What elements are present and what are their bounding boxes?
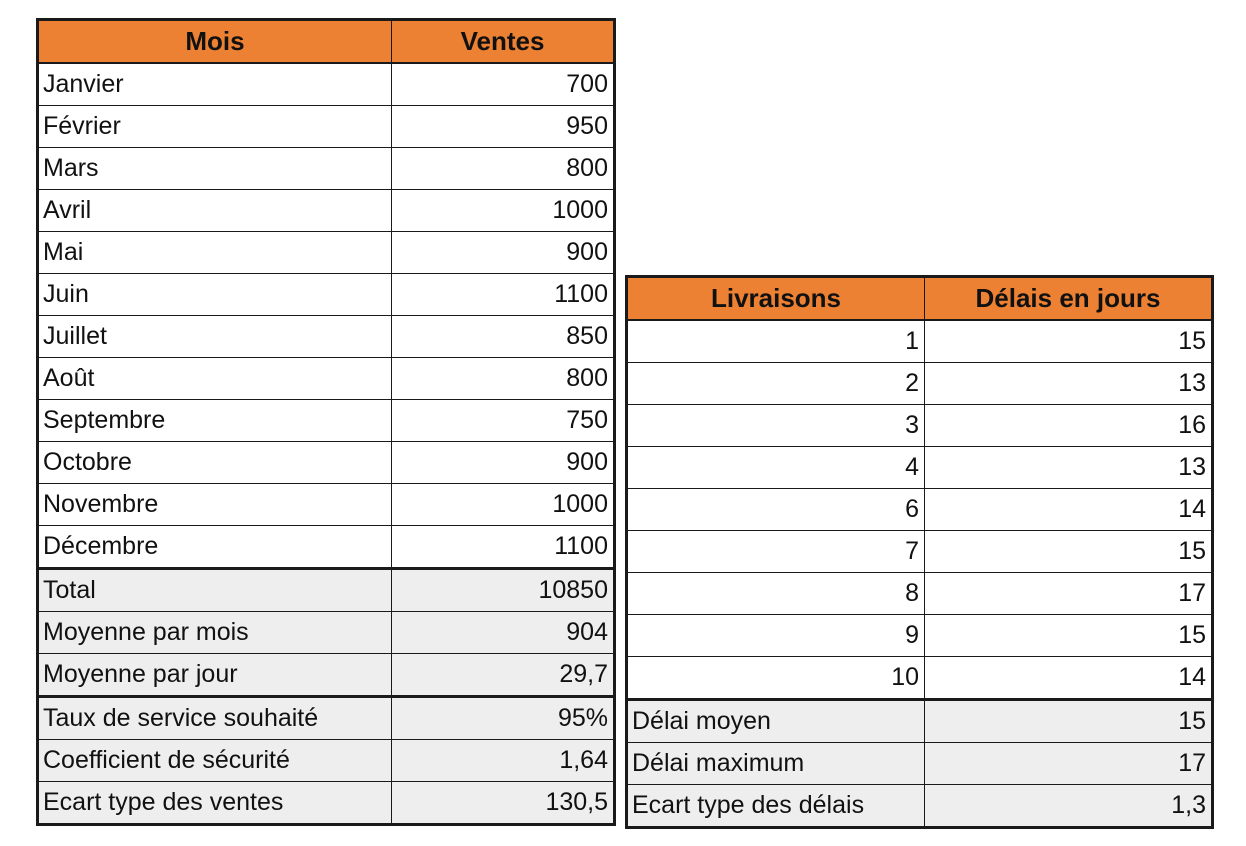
summary-label: Ecart type des délais xyxy=(627,785,925,828)
delay-cell: 14 xyxy=(925,657,1213,700)
table-row xyxy=(38,400,615,442)
table-row xyxy=(38,106,615,148)
table-row xyxy=(38,484,615,526)
table-row xyxy=(38,63,615,106)
sales-cell: 1000 xyxy=(392,190,615,232)
sales-table xyxy=(36,18,616,826)
delivery-number-cell: 7 xyxy=(627,531,925,573)
table-row xyxy=(38,148,615,190)
delivery-number-cell: 3 xyxy=(627,405,925,447)
month-cell: Juin xyxy=(38,274,392,316)
summary-value: 904 xyxy=(392,612,615,654)
delivery-number-cell: 8 xyxy=(627,573,925,615)
sales-cell: 950 xyxy=(392,106,615,148)
delay-cell: 13 xyxy=(925,363,1213,405)
sales-cell: 900 xyxy=(392,232,615,274)
table-row xyxy=(627,657,1213,700)
safety-value: 95% xyxy=(392,697,615,740)
summary-label: Moyenne par mois xyxy=(38,612,392,654)
month-cell: Décembre xyxy=(38,526,392,569)
sales-cell: 1100 xyxy=(392,274,615,316)
summary-row xyxy=(38,612,615,654)
summary-row xyxy=(627,785,1213,828)
month-cell: Août xyxy=(38,358,392,400)
header-row xyxy=(627,277,1213,321)
summary-row xyxy=(38,569,615,612)
safety-label: Taux de service souhaité xyxy=(38,697,392,740)
month-cell: Février xyxy=(38,106,392,148)
table-row xyxy=(38,442,615,484)
summary-row xyxy=(38,654,615,697)
delay-cell: 15 xyxy=(925,615,1213,657)
table-row xyxy=(38,190,615,232)
table-row xyxy=(627,573,1213,615)
table-row xyxy=(627,531,1213,573)
safety-row xyxy=(38,740,615,782)
delivery-delay-table xyxy=(625,275,1214,829)
month-cell: Juillet xyxy=(38,316,392,358)
delay-cell: 15 xyxy=(925,320,1213,363)
delivery-number-cell: 4 xyxy=(627,447,925,489)
summary-row xyxy=(627,743,1213,785)
summary-label: Moyenne par jour xyxy=(38,654,392,697)
table-row xyxy=(627,320,1213,363)
table-row xyxy=(38,274,615,316)
delay-cell: 14 xyxy=(925,489,1213,531)
delay-cell: 13 xyxy=(925,447,1213,489)
summary-label: Délai moyen xyxy=(627,700,925,743)
sales-cell: 800 xyxy=(392,358,615,400)
safety-row xyxy=(38,782,615,825)
month-cell: Octobre xyxy=(38,442,392,484)
sales-body xyxy=(38,63,615,825)
safety-label: Ecart type des ventes xyxy=(38,782,392,825)
sales-cell: 850 xyxy=(392,316,615,358)
month-cell: Mai xyxy=(38,232,392,274)
safety-value: 1,64 xyxy=(392,740,615,782)
table-row xyxy=(627,447,1213,489)
summary-value: 1,3 xyxy=(925,785,1213,828)
delivery-number-cell: 10 xyxy=(627,657,925,700)
safety-label: Coefficient de sécurité xyxy=(38,740,392,782)
summary-label: Total xyxy=(38,569,392,612)
table-row xyxy=(38,358,615,400)
delivery-number-cell: 9 xyxy=(627,615,925,657)
column-header-month: Mois xyxy=(38,20,392,64)
sales-cell: 900 xyxy=(392,442,615,484)
table-row xyxy=(627,489,1213,531)
sales-cell: 1100 xyxy=(392,526,615,569)
month-cell: Avril xyxy=(38,190,392,232)
delivery-number-cell: 6 xyxy=(627,489,925,531)
safety-value: 130,5 xyxy=(392,782,615,825)
table-row xyxy=(627,363,1213,405)
month-cell: Novembre xyxy=(38,484,392,526)
delivery-number-cell: 1 xyxy=(627,320,925,363)
summary-value: 29,7 xyxy=(392,654,615,697)
summary-row xyxy=(627,700,1213,743)
summary-value: 17 xyxy=(925,743,1213,785)
column-header-deliveries: Livraisons xyxy=(627,277,925,321)
delay-cell: 15 xyxy=(925,531,1213,573)
sales-cell: 800 xyxy=(392,148,615,190)
sales-cell: 1000 xyxy=(392,484,615,526)
delay-body xyxy=(627,320,1213,828)
table-row xyxy=(38,316,615,358)
delivery-number-cell: 2 xyxy=(627,363,925,405)
month-cell: Janvier xyxy=(38,63,392,106)
table-row xyxy=(38,232,615,274)
sales-cell: 750 xyxy=(392,400,615,442)
summary-value: 10850 xyxy=(392,569,615,612)
month-cell: Mars xyxy=(38,148,392,190)
delay-cell: 17 xyxy=(925,573,1213,615)
column-header-delay-days: Délais en jours xyxy=(925,277,1213,321)
column-header-sales: Ventes xyxy=(392,20,615,64)
table-row xyxy=(627,615,1213,657)
summary-value: 15 xyxy=(925,700,1213,743)
safety-row xyxy=(38,697,615,740)
month-cell: Septembre xyxy=(38,400,392,442)
summary-label: Délai maximum xyxy=(627,743,925,785)
table-row xyxy=(627,405,1213,447)
header-row xyxy=(38,20,615,64)
sales-cell: 700 xyxy=(392,63,615,106)
table-row xyxy=(38,526,615,569)
delay-cell: 16 xyxy=(925,405,1213,447)
